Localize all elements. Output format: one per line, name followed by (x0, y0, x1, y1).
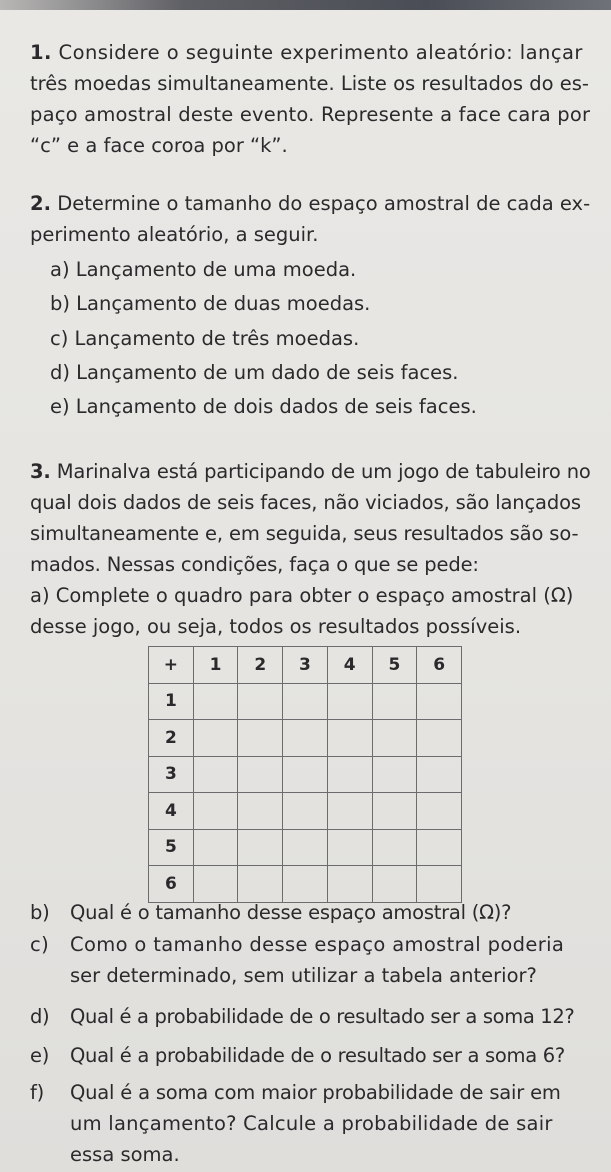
question-1-line-3: paço amostral deste evento. Represente a face cara por (30, 103, 591, 126)
sample-space-table (148, 646, 462, 903)
table-column-header: 2 (238, 647, 283, 684)
table-column-header: 1 (193, 647, 238, 684)
table-blank-cell[interactable] (283, 683, 328, 720)
table-row (149, 720, 462, 757)
item-label: b) (30, 901, 50, 924)
question-3-line-4: mados. Nessas condições, faça o que se pede: (30, 553, 479, 576)
table-row (149, 683, 462, 720)
question-3-item-f (30, 1077, 602, 1170)
question-1-line-4: “c” e a face coroa por “k”. (30, 134, 288, 157)
table-blank-cell[interactable] (327, 829, 372, 866)
table-blank-cell[interactable] (327, 793, 372, 830)
table-blank-cell[interactable] (193, 683, 238, 720)
table-column-header: 6 (417, 647, 462, 684)
question-2-item-a: a) Lançamento de uma moeda. (50, 258, 357, 281)
question-3-item-c (30, 929, 602, 991)
question-2-line-1: Determine o tamanho do espaço amostral de cada ex- (57, 192, 591, 215)
table-header-row (149, 647, 462, 684)
table-row-header: 3 (149, 756, 194, 793)
question-3-line-3: simultaneamente e, em seguida, seus resultados são so- (30, 522, 579, 545)
question-3-item-a-line-1: a) Complete o quadro para obter o espaço amostral (Ω) (30, 584, 574, 607)
table-blank-cell[interactable] (327, 683, 372, 720)
item-line: Qual é a probabilidade de o resultado ser a soma 12? (70, 1005, 575, 1028)
question-2-item-d: d) Lançamento de um dado de seis faces. (50, 361, 459, 384)
table-row-header: 2 (149, 720, 194, 757)
table-column-header: 4 (327, 647, 372, 684)
item-line: Como o tamanho desse espaço amostral poderia (70, 933, 565, 956)
table-row (149, 829, 462, 866)
question-3-line-1: Marinalva está participando de um jogo de tabuleiro no (56, 460, 591, 483)
table-blank-cell[interactable] (417, 793, 462, 830)
table-blank-cell[interactable] (372, 756, 417, 793)
question-2 (30, 188, 600, 250)
question-2-line-2: perimento aleatório, a seguir. (30, 223, 319, 246)
question-3-item-d (30, 1001, 602, 1032)
item-line: essa soma. (70, 1143, 180, 1166)
table-blank-cell[interactable] (283, 720, 328, 757)
table-blank-cell[interactable] (283, 793, 328, 830)
table-blank-cell[interactable] (372, 829, 417, 866)
table-row-header: 4 (149, 793, 194, 830)
table-blank-cell[interactable] (417, 720, 462, 757)
table-blank-cell[interactable] (193, 793, 238, 830)
table-blank-cell[interactable] (238, 683, 283, 720)
table-column-header: 3 (283, 647, 328, 684)
question-3-number: 3. (30, 460, 51, 483)
question-1-number: 1. (30, 41, 52, 64)
table-blank-cell[interactable] (238, 793, 283, 830)
table-blank-cell[interactable] (417, 829, 462, 866)
table-blank-cell[interactable] (327, 720, 372, 757)
item-line: Qual é a soma com maior probabilidade de sair em (70, 1081, 561, 1104)
table-blank-cell[interactable] (193, 720, 238, 757)
item-line: Qual é a probabilidade de o resultado ser a soma 6? (70, 1044, 565, 1067)
table-blank-cell[interactable] (372, 720, 417, 757)
question-3-item-a (30, 580, 602, 642)
table-blank-cell[interactable] (283, 829, 328, 866)
table-column-header: 5 (372, 647, 417, 684)
table-blank-cell[interactable] (372, 793, 417, 830)
question-2-item-e: e) Lançamento de dois dados de seis faces. (50, 395, 477, 418)
question-2-item-b: b) Lançamento de duas moedas. (50, 292, 371, 315)
question-1 (30, 37, 600, 161)
question-1-line-1: Considere o seguinte experimento aleatório: lançar (58, 41, 583, 64)
table-row-header: 6 (149, 866, 194, 903)
page-top-edge (0, 0, 611, 10)
table-row-header: 1 (149, 683, 194, 720)
table-blank-cell[interactable] (238, 756, 283, 793)
question-3-item-e (30, 1040, 602, 1071)
table-corner-cell: + (149, 647, 194, 684)
item-line: ser determinado, sem utilizar a tabela anterior? (70, 964, 537, 987)
table-row (149, 756, 462, 793)
question-3-item-a-line-2: desse jogo, ou seja, todos os resultados possíveis. (30, 615, 522, 638)
table-blank-cell[interactable] (417, 756, 462, 793)
table-row-header: 5 (149, 829, 194, 866)
table-blank-cell[interactable] (417, 683, 462, 720)
table-blank-cell[interactable] (372, 683, 417, 720)
table-blank-cell[interactable] (193, 829, 238, 866)
table-blank-cell[interactable] (283, 756, 328, 793)
question-1-line-2: três moedas simultaneamente. Liste os resultados do es- (30, 72, 589, 95)
table-blank-cell[interactable] (238, 829, 283, 866)
table-blank-cell[interactable] (193, 756, 238, 793)
item-label: c) (30, 933, 50, 956)
question-2-number: 2. (30, 192, 51, 215)
item-label: f) (30, 1081, 45, 1104)
table-blank-cell[interactable] (327, 756, 372, 793)
question-3-item-b (30, 897, 602, 928)
item-label: d) (30, 1005, 50, 1028)
item-line: um lançamento? Calcule a probabilidade de sair (70, 1112, 553, 1135)
question-3 (30, 456, 602, 580)
table-row (149, 793, 462, 830)
question-3-line-2: qual dois dados de seis faces, não viciados, são lançados (30, 491, 581, 514)
question-2-item-c: c) Lançamento de três moedas. (50, 327, 360, 350)
item-line: Qual é o tamanho desse espaço amostral (Ω)? (70, 901, 512, 924)
item-label: e) (30, 1044, 50, 1067)
table-blank-cell[interactable] (238, 720, 283, 757)
